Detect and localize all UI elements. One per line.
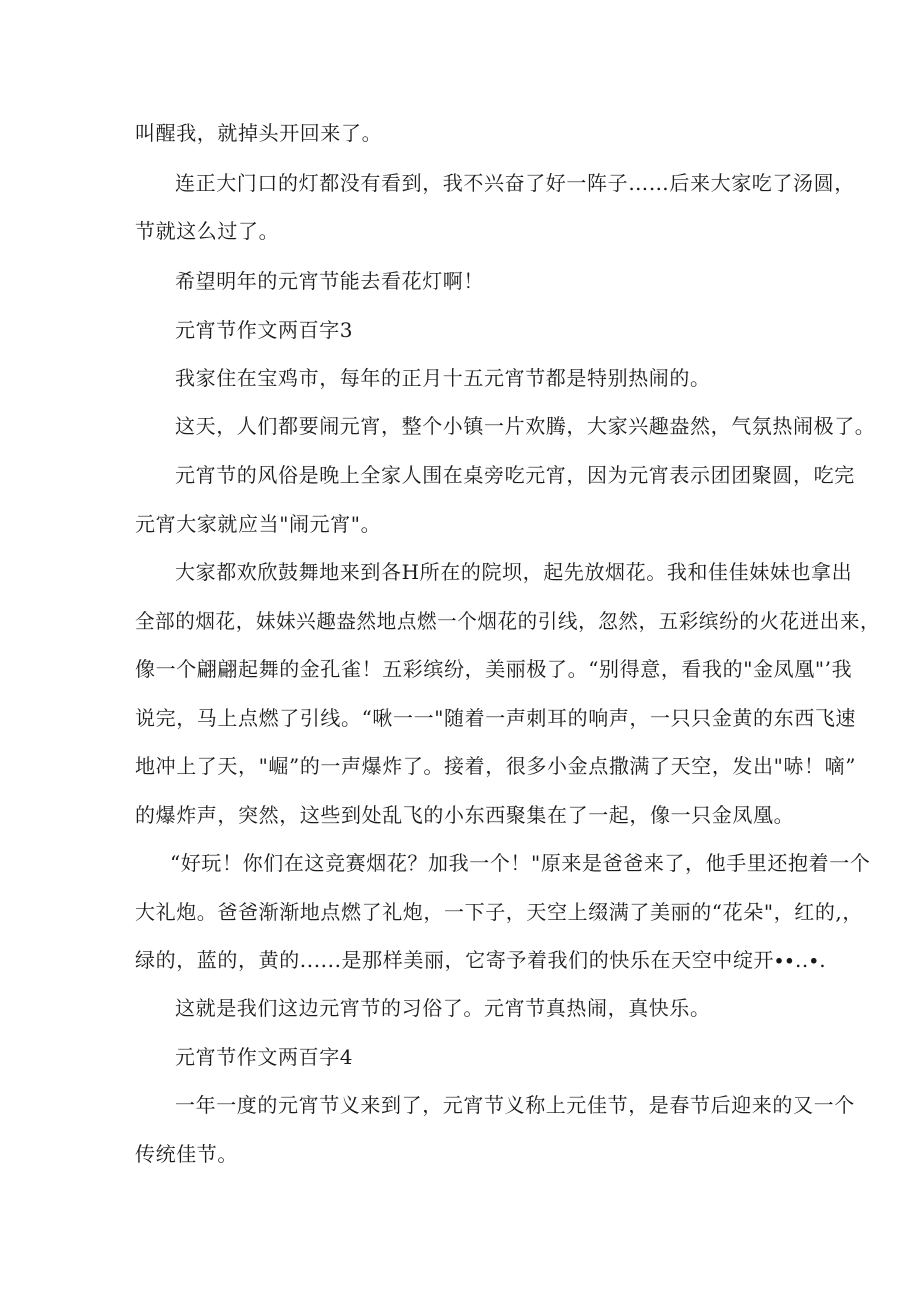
- text-line: 绿的，蓝的，黄的......是那样美丽，它寄予着我们的快乐在天空中绽开∙∙..∙.: [135, 948, 827, 972]
- text-line: 地冲上了天，"崛”的一声爆炸了。接着，很多小金点撒满了天空，发出"哧！嘀”: [135, 754, 857, 778]
- text-line: 传统佳节。: [135, 1142, 238, 1166]
- text-line: 一年一度的元宵节义来到了，元宵节义称上元佳节，是春节后迎来的又一个: [175, 1093, 855, 1117]
- text-line: 全部的烟花，妹妹兴趣盎然地点燃一个烟花的引线，忽然，五彩缤纷的火花迸出来，: [135, 609, 881, 633]
- text-line: 这就是我们这边元宵节的习俗了。元宵节真热闹，真快乐。: [175, 996, 711, 1020]
- text-line: 说完，马上点燃了引线。“啾一一"随着一声刺耳的响声，一只只金黄的东西飞速: [135, 706, 857, 730]
- text-line: 希望明年的元宵节能去看花灯啊！: [175, 269, 484, 293]
- text-line: 像一个翩翩起舞的金孔雀！五彩缤纷，美丽极了。“别得意，看我的"金凤凰"’我: [135, 657, 853, 681]
- section-heading: 元宵节作文两百字4: [175, 1045, 354, 1069]
- text-line: 元宵大家就应当"闹元宵"。: [135, 512, 382, 536]
- text-line: 连正大门口的灯都没有看到，我不兴奋了好一阵子……后来大家吃了汤圆，: [175, 171, 855, 195]
- text-line: “好玩！你们在这竞赛烟花？加我一个！"原来是爸爸来了，他手里还抱着一个: [170, 851, 871, 875]
- section-heading: 元宵节作文两百字3: [175, 318, 354, 342]
- text-line: 节就这么过了。: [135, 219, 280, 243]
- text-line: 元宵节的风俗是晚上全家人围在桌旁吃元宵，因为元宵表示团团聚圆，吃完: [175, 463, 855, 487]
- text-line: 大礼炮。爸爸渐渐地点燃了礼炮，一下子，天空上缀满了美丽的“花朵"，红的,，: [135, 900, 863, 924]
- text-line: 的爆炸声，突然，这些到处乱飞的小东西聚集在了一起，像一只金凤凰。: [135, 803, 795, 827]
- text-line: 这天，人们都要闹元宵，整个小镇一片欢腾，大家兴趣盎然，气氛热闹极了。: [175, 414, 876, 438]
- text-line: 叫醒我，就掉头开回来了。: [135, 121, 383, 145]
- text-line: 我家住在宝鸡市，每年的正月十五元宵节都是特别热闹的。: [175, 366, 711, 390]
- text-line: 大家都欢欣鼓舞地来到各H所在的院坝，起先放烟花。我和佳佳妹妹也拿出: [175, 560, 853, 584]
